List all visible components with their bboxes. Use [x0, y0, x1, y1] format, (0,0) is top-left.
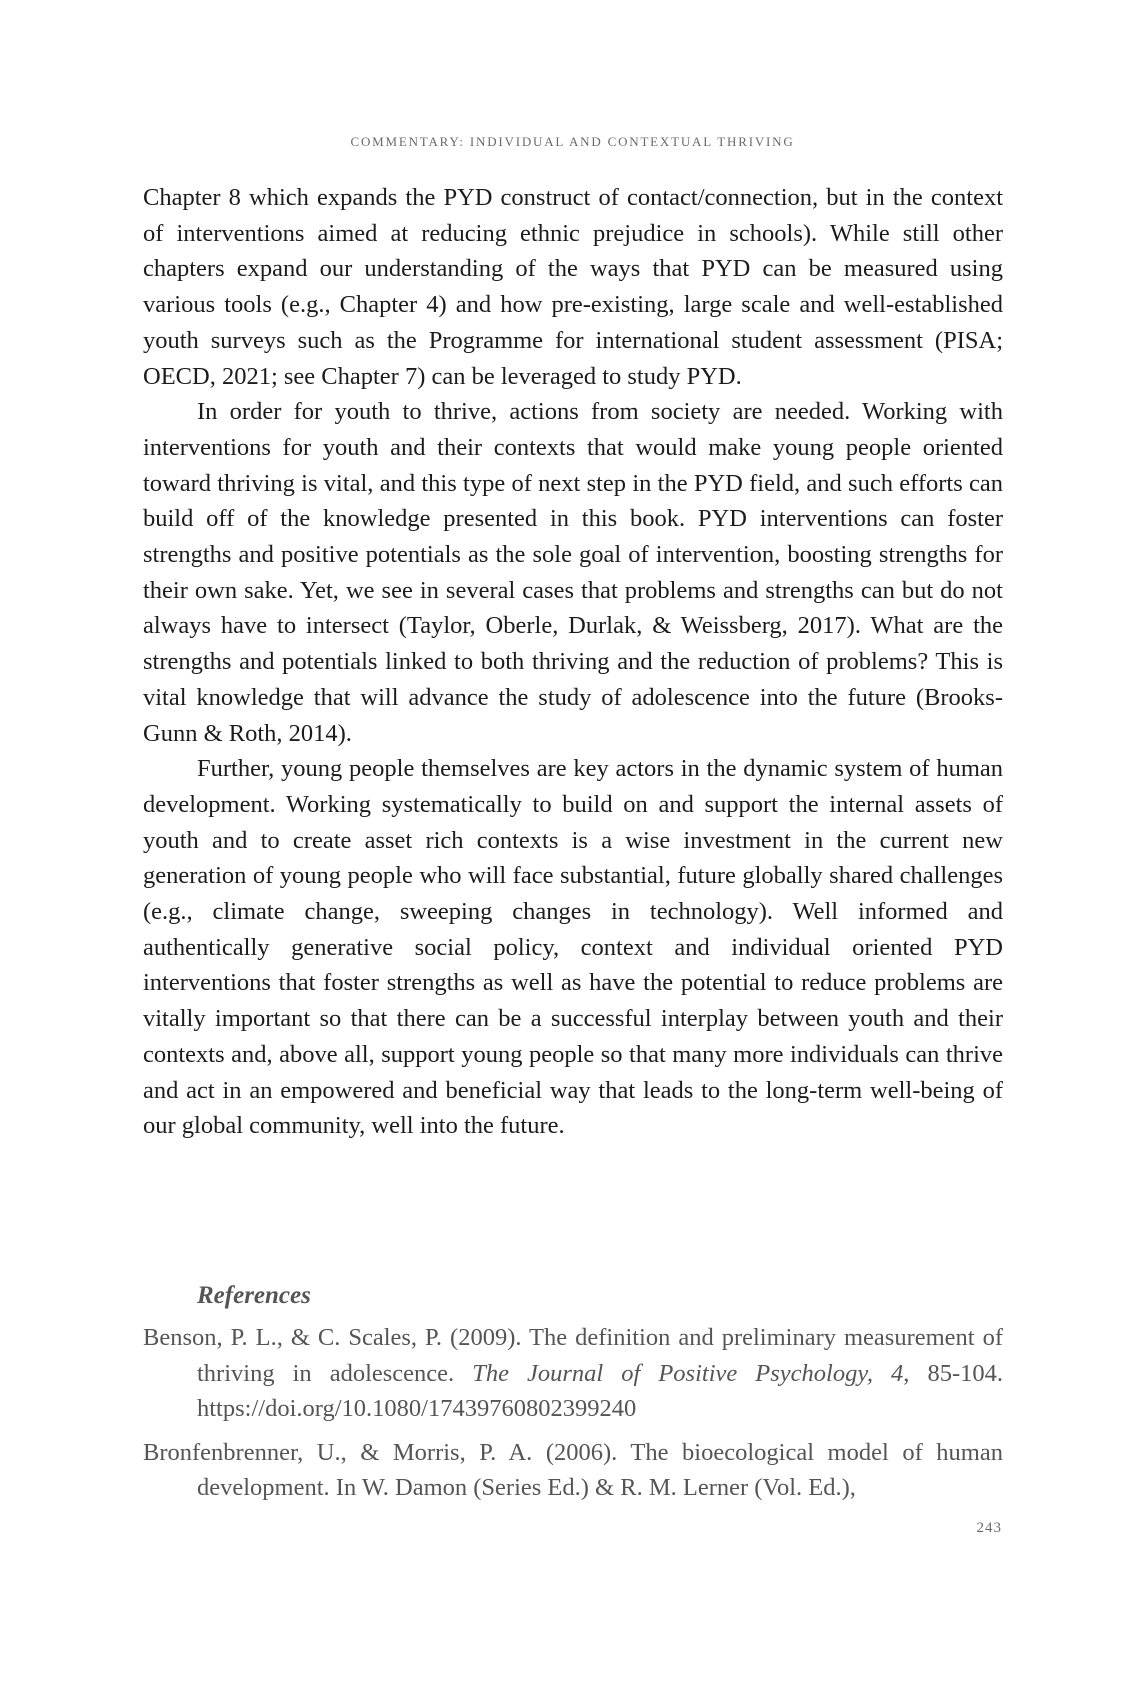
references-section: [143, 1278, 1003, 1514]
references-heading: References: [197, 1282, 311, 1309]
reference-text: Benson, P. L., & C. Scales, P. (2009). The definition and preliminary measurement of thriving in adolescence.: [143, 1324, 1003, 1387]
reference-text: Bronfenbrenner, U., & Morris, P. A. (2006). The bioecological model of human development. In W. Damon (Series Ed.) & R. M. Lerner (Vol. Ed.),: [143, 1438, 1003, 1501]
reference-text: , 85-104. https://doi.org/10.1080/17439760802399240: [197, 1359, 1003, 1422]
paragraph: In order for youth to thrive, actions from society are needed. Working with interventions for youth and their contexts that would make young people oriented toward thriving is vital, and this type of next step in the PYD field, and such efforts can build off of the knowledge presented in this book. PYD interventions can foster strengths and positive potentials as the sole goal of intervention, boosting strengths for their own sake. Yet, we see in several cases that problems and strengths can but do not always have to intersect (Taylor, Oberle, Durlak, & Weissberg, 2017). What are the strengths and potentials linked to both thriving and the reduction of problems? This is vital knowledge that will advance the study of adolescence into the future (Brooks-Gunn & Roth, 2014).: [143, 398, 1003, 747]
reference-entry: [143, 1435, 1003, 1506]
page-number: 243: [976, 1520, 1002, 1536]
body-text: [143, 180, 1003, 1144]
paragraph: Chapter 8 which expands the PYD construct of contact/connection, but in the context of interventions aimed at reducing ethnic prejudice in schools). While still other chapters expand our understanding of the ways that PYD can be measured using various tools (e.g., Chapter 4) and how pre-existing, large scale and well-established youth surveys such as the Programme for international student assessment (PISA; OECD, 2021; see Chapter 7) can be leveraged to study PYD.: [143, 184, 1003, 390]
reference-journal: The Journal of Positive Psychology, 4: [472, 1359, 904, 1387]
reference-entry: [143, 1320, 1003, 1427]
paragraph: Further, young people themselves are key actors in the dynamic system of human development. Working systematically to build on and support the internal assets of youth and to create asset rich contexts is a wise investment in the current new generation of young people who will face substantial, future globally shared challenges (e.g., climate change, sweeping changes in technology). Well informed and authentically generative social policy, context and individual oriented PYD interventions that foster strengths as well as have the potential to reduce problems are vitally important so that there can be a successful interplay between youth and their contexts and, above all, support young people so that many more individuals can thrive and act in an empowered and beneficial way that leads to the long-term well-being of our global community, well into the future.: [143, 755, 1003, 1140]
running-head: COMMENTARY: INDIVIDUAL AND CONTEXTUAL THRIVING: [350, 134, 795, 149]
